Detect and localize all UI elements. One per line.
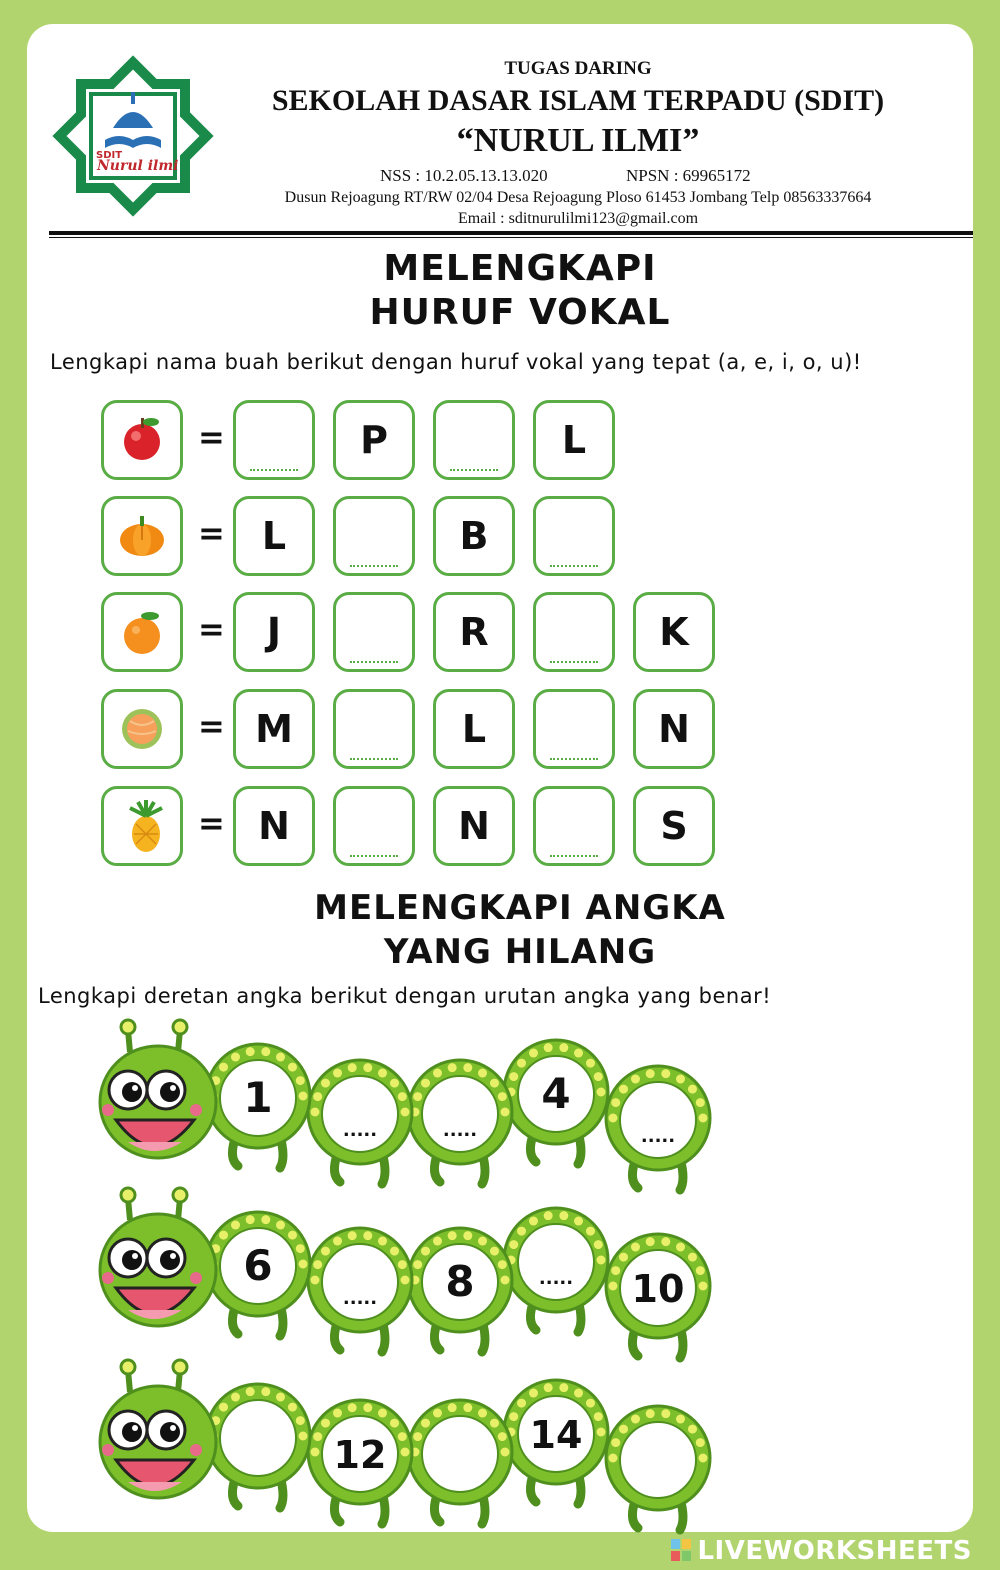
segment-dot [311,1108,320,1117]
segment-dot [559,1211,568,1220]
letter-text: B [459,514,489,558]
segment-dot [401,1276,410,1285]
segment-dot [696,1438,705,1447]
segment-dot [413,1432,422,1441]
caterpillar-segment[interactable] [408,1060,512,1164]
segment-dot [619,1425,628,1434]
antenna-tip [121,1188,135,1202]
caterpillar-segment[interactable] [308,1228,412,1332]
caterpillar-segment[interactable] [408,1400,512,1504]
caterpillar-segment[interactable] [206,1384,310,1488]
segment-dot [594,1240,603,1249]
segment-dot [219,1063,228,1072]
segment-dot [631,1075,640,1084]
segment-dot [398,1432,407,1441]
caterpillar-segment[interactable] [206,1044,310,1148]
segment-dot [463,1063,472,1072]
segment-dot [661,1069,670,1078]
caterpillar-segment[interactable] [408,1228,512,1332]
segment-dot [231,1393,240,1402]
segment-dot [594,1072,603,1081]
letter-text: R [459,610,489,654]
segment-dot [448,1231,457,1240]
section2-title-line2: YANG HILANG [383,932,657,972]
segment-dot [288,1231,297,1240]
number-blank: ..... [640,1126,676,1147]
segment-dot [646,1409,655,1418]
segment-dot [348,1231,357,1240]
segment-dot [299,1260,308,1269]
number-label: 6 [243,1241,273,1290]
segment-dot [421,1079,430,1088]
email-text: Email : sditnurulilmi123@gmail.com [457,210,699,227]
segment-dot [611,1266,620,1275]
caterpillar-segment[interactable] [308,1400,412,1504]
number-label: 10 [631,1267,685,1311]
segment-dot [348,1403,357,1412]
equals-sign: = [198,418,225,456]
liveworksheets-text: LIVEWORKSHEETS [697,1536,972,1566]
segment-dot [276,1393,285,1402]
segment-dot [646,1069,655,1078]
section1-title-line2: HURUF VOKAL [369,292,671,333]
segment-dot [246,1387,255,1396]
segment-dot [586,1399,595,1408]
segment-dot [559,1383,568,1392]
segment-dot [586,1059,595,1068]
letter-text: N [258,804,290,848]
segment-dot [296,1076,305,1085]
segment-dot [311,1276,320,1285]
equals-sign: = [198,707,225,745]
equals-sign: = [198,610,225,648]
letter-text: L [461,707,487,751]
segment-dot [619,1253,628,1262]
letter-text: J [266,610,282,654]
number-label: 12 [333,1433,387,1477]
letter-text: K [659,610,689,654]
segment-dot [609,1282,618,1291]
section2-instruction: Lengkapi deretan angka berikut dengan urutan angka yang benar! [38,984,772,1008]
caterpillar-segment[interactable] [308,1060,412,1164]
segment-dot [378,1409,387,1418]
section2-title-line1: MELENGKAPI ANGKA [314,888,726,928]
segment-dot [433,1237,442,1246]
caterpillar-segment[interactable] [206,1212,310,1316]
segment-dot [333,1237,342,1246]
address-text: Dusun Rejoagung RT/RW 02/04 Desa Rejoagung Ploso 61453 Jombang Telp 08563337664 [284,189,872,206]
segment-dot [661,1409,670,1418]
number-blank: ..... [342,1120,378,1141]
segment-dot [498,1260,507,1269]
segment-dot [390,1079,399,1088]
segment-dot [448,1403,457,1412]
segment-dot [246,1047,255,1056]
segment-dot [676,1243,685,1252]
segment-dot [261,1047,270,1056]
segment-dot [478,1409,487,1418]
equals-sign: = [198,514,225,552]
letter-text: S [660,804,688,848]
section1-instruction: Lengkapi nama buah berikut dengan huruf vokal yang tepat (a, e, i, o, u)! [50,350,862,374]
antenna-tip [121,1360,135,1374]
segment-dot [299,1432,308,1441]
logo-sdit-text: SDIT [96,150,123,161]
segment-dot [401,1448,410,1457]
segment-dot [231,1053,240,1062]
segment-dot [313,1260,322,1269]
antenna-tip [121,1020,135,1034]
segment-dot [276,1221,285,1230]
segment-dot [296,1244,305,1253]
segment-dot [688,1085,697,1094]
segment-dot [321,1247,330,1256]
nss-text: NSS : 10.2.05.13.13.020 [380,166,548,185]
segment-dot [363,1063,372,1072]
segment-dot [544,1043,553,1052]
number-blank: ..... [342,1288,378,1309]
segment-dot [631,1243,640,1252]
segment-dot [276,1053,285,1062]
segment-dot [597,1428,606,1437]
segment-dot [261,1215,270,1224]
segment-dot [413,1260,422,1269]
segment-dot [517,1059,526,1068]
segment-dot [688,1253,697,1262]
segment-dot [378,1237,387,1246]
segment-dot [390,1419,399,1428]
segment-dot [688,1425,697,1434]
segment-dot [676,1415,685,1424]
segment-dot [498,1092,507,1101]
segment-dot [490,1079,499,1088]
npsn-text: NPSN : 69965172 [626,166,751,185]
segment-dot [696,1266,705,1275]
header-tugas-daring: TUGAS DARING [504,58,652,79]
antenna-tip [173,1020,187,1034]
segment-dot [321,1419,330,1428]
segment-dot [498,1432,507,1441]
segment-dot [501,1448,510,1457]
caterpillar-head [100,1360,216,1498]
segment-dot [646,1237,655,1246]
segment-dot [696,1098,705,1107]
segment-dot [478,1069,487,1078]
caterpillar-segment[interactable] [606,1406,710,1510]
segment-dot [611,1098,620,1107]
segment-dot [544,1211,553,1220]
segment-dot [363,1231,372,1240]
segment-dot [413,1092,422,1101]
segment-dot [401,1108,410,1117]
liveworksheets-brand [671,1536,972,1566]
equals-sign: = [198,804,225,842]
segment-dot [363,1403,372,1412]
segment-dot [501,1276,510,1285]
segment-dot [433,1409,442,1418]
segment-dot [246,1215,255,1224]
segment-dot [219,1403,228,1412]
school-short-name: “NURUL ILMI” [456,122,700,159]
segment-dot [597,1256,606,1265]
segment-dot [529,1049,538,1058]
segment-dot [378,1069,387,1078]
segment-dot [574,1049,583,1058]
segment-dot [463,1231,472,1240]
segment-dot [490,1247,499,1256]
segment-dot [390,1247,399,1256]
segment-dot [597,1088,606,1097]
caterpillar [100,1188,710,1358]
school-name: SEKOLAH DASAR ISLAM TERPADU (SDIT) [271,84,885,117]
letter-text: N [658,707,690,751]
antenna-tip [173,1188,187,1202]
segment-dot [288,1403,297,1412]
caterpillar-segment[interactable] [606,1234,710,1338]
letter-text: L [261,514,287,558]
segment-dot [609,1454,618,1463]
segment-dot [517,1399,526,1408]
segment-dot [609,1114,618,1123]
segment-dot [661,1237,670,1246]
segment-dot [619,1085,628,1094]
segment-dot [574,1389,583,1398]
caterpillar-segment[interactable] [606,1066,710,1170]
caterpillar-head [100,1188,216,1326]
caterpillar-head [100,1020,216,1158]
caterpillar-segment[interactable] [504,1380,608,1484]
segment-dot [261,1387,270,1396]
section1-title-line1: MELENGKAPI [383,248,657,289]
number-blank: ..... [538,1268,574,1289]
segment-dot [594,1412,603,1421]
segment-dot [699,1454,708,1463]
segment-dot [333,1409,342,1418]
segment-dot [313,1432,322,1441]
number-blank: ..... [442,1120,478,1141]
segment-dot [509,1072,518,1081]
segment-dot [296,1416,305,1425]
segment-dot [398,1260,407,1269]
segment-dot [631,1415,640,1424]
segment-dot [448,1063,457,1072]
segment-dot [219,1231,228,1240]
caterpillar [100,1360,710,1530]
caterpillar-segment[interactable] [504,1040,608,1144]
segment-dot [699,1114,708,1123]
letter-text: L [561,418,587,462]
number-label: 1 [243,1073,273,1122]
segment-dot [421,1419,430,1428]
segment-dot [398,1092,407,1101]
segment-dot [288,1063,297,1072]
number-label: 14 [529,1413,583,1457]
segment-dot [348,1063,357,1072]
liveworksheets-logo-icon [671,1539,691,1561]
caterpillar [100,1020,710,1190]
segment-dot [490,1419,499,1428]
segment-dot [676,1075,685,1084]
segment-dot [509,1412,518,1421]
letter-text: P [360,418,388,462]
segment-dot [501,1108,510,1117]
segment-dot [574,1217,583,1226]
segment-dot [509,1240,518,1249]
letter-text: M [255,707,293,751]
segment-dot [231,1221,240,1230]
segment-dot [463,1403,472,1412]
segment-dot [313,1092,322,1101]
segment-dot [529,1389,538,1398]
segment-dot [421,1247,430,1256]
logo-name-text: Nurul ilmi [97,158,179,174]
segment-dot [433,1069,442,1078]
segment-dot [478,1237,487,1246]
antenna-tip [173,1360,187,1374]
segment-dot [299,1092,308,1101]
segment-dot [544,1383,553,1392]
caterpillar-segment[interactable] [504,1208,608,1312]
segment-dot [699,1282,708,1291]
letter-text: N [458,804,490,848]
segment-dot [321,1079,330,1088]
number-label: 4 [541,1069,571,1118]
segment-dot [333,1069,342,1078]
segment-dot [311,1448,320,1457]
segment-dot [529,1217,538,1226]
segment-dot [517,1227,526,1236]
number-label: 8 [445,1257,475,1306]
segment-dot [586,1227,595,1236]
segment-dot [559,1043,568,1052]
segment-dot [611,1438,620,1447]
